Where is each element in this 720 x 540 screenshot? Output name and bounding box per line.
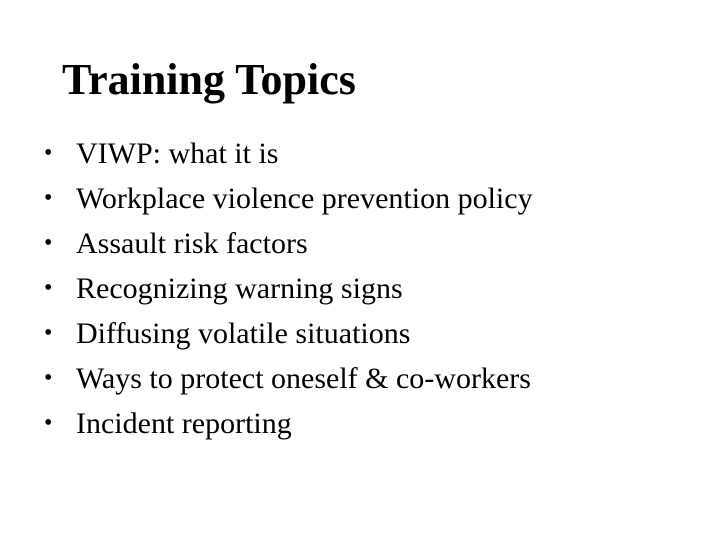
topic-text: VIWP: what it is (76, 137, 279, 170)
bullet-icon: • (44, 320, 53, 346)
bullet-icon: • (44, 185, 53, 211)
topic-text: Ways to protect oneself & co-workers (76, 362, 531, 395)
topic-text: Recognizing warning signs (76, 272, 403, 305)
bullet-icon: • (44, 140, 53, 166)
bullet-icon: • (44, 410, 53, 436)
topic-text: Assault risk factors (76, 227, 308, 260)
bullet-icon: • (44, 365, 53, 391)
slide-title: Training Topics (62, 55, 356, 104)
bullet-icon: • (44, 275, 53, 301)
topic-text: Diffusing volatile situations (76, 317, 411, 350)
topic-text: Workplace violence prevention policy (76, 182, 533, 215)
topic-text: Incident reporting (76, 407, 292, 440)
bullet-icon: • (44, 230, 53, 256)
